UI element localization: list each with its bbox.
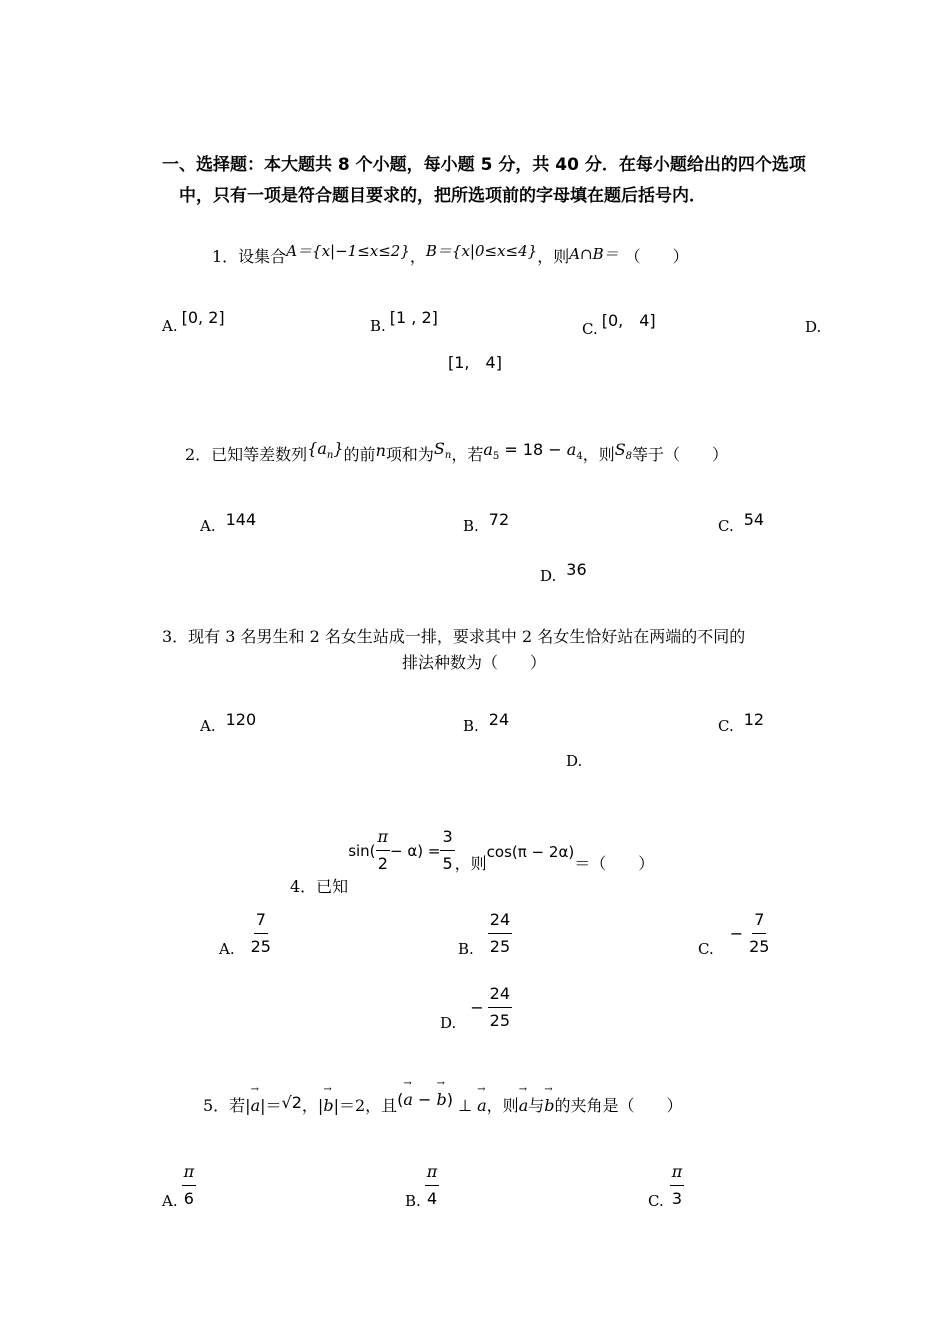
q1-comma: ， (409, 247, 426, 266)
q2-option-a-label: A. (200, 517, 216, 535)
q2-cond-b-sub: 4 (576, 451, 583, 462)
q2-seq-a: {a (307, 439, 327, 458)
q3-option-b (463, 710, 510, 735)
q1-option-a-value: [0, 2] (181, 308, 225, 327)
question-3-line1: 3．现有 3 名男生和 2 名女生站成一排，要求其中 2 名女生恰好站在两端的不同的 (162, 627, 746, 646)
q5-cond-vector-b: → b (437, 1090, 447, 1109)
q4-option-b-label: B. (458, 940, 474, 958)
q1-option-b-value: [1 , 2] (389, 308, 438, 327)
q4-text-2: ，则 (454, 854, 487, 873)
q1-option-d-value: [1, 4] (448, 353, 502, 372)
q5-option-c-num: π (670, 1161, 685, 1186)
q5-open-paren: ( (397, 1090, 404, 1109)
q5-sqrt2: √2 (281, 1093, 302, 1112)
q2-option-c (718, 510, 765, 535)
q5-condition (397, 1090, 453, 1109)
q3-option-b-label: B. (463, 717, 479, 735)
q4-option-a-num: 7 (254, 909, 268, 934)
q2-text-6: 等于（ ） (632, 445, 729, 464)
q1-option-c (582, 311, 656, 339)
q4-pi-num: π (376, 826, 391, 851)
q4-three-fifths (440, 826, 454, 875)
q2-text-3: 项和为 (385, 445, 434, 464)
q2-s8 (614, 440, 633, 462)
q2-text-5: ，则 (582, 445, 615, 464)
q5-option-b-num: π (425, 1161, 440, 1186)
q3-option-c-value: 12 (743, 710, 765, 729)
q5-option-c-fraction (670, 1161, 685, 1210)
q5-option-b-den: 4 (426, 1188, 438, 1208)
q2-option-b-value: 72 (488, 510, 510, 529)
q1-option-c-value: [0, 4] (601, 311, 656, 330)
q2-text-4: ，若 (451, 445, 484, 464)
q5-option-a-fraction (182, 1161, 197, 1210)
q5-text-6: 的夹角是（ ） (554, 1096, 683, 1115)
q1-expression: A∩B＝ (569, 245, 619, 263)
q5-text-3: ，| (301, 1096, 324, 1115)
q5-option-c-den: 3 (671, 1188, 683, 1208)
q4-option-d-den: 25 (489, 1010, 511, 1030)
q3-option-a-label: A. (200, 717, 216, 735)
q4-ratio-den: 5 (442, 854, 453, 873)
q2-s8-sub: 8 (625, 451, 633, 462)
q4-option-c-den: 25 (749, 936, 770, 956)
q4-sin: sin( (348, 841, 376, 860)
q2-option-b (463, 510, 510, 535)
q4-cos-expression: cos(π − 2α) (486, 842, 575, 861)
q1-option-d-label: D. (805, 318, 822, 336)
q1-option-c-label: C. (582, 320, 598, 338)
q1-option-b-label: B. (370, 317, 386, 335)
q4-option-d (440, 982, 512, 1032)
q5-cond-vector-a: → a (403, 1090, 413, 1109)
q4-pi-over-2 (376, 826, 391, 875)
question-3-line2: 排法种数为（ ） (402, 653, 547, 672)
q5-option-b-fraction (425, 1161, 440, 1210)
q5-text-4: |＝2，且 (333, 1096, 398, 1115)
q4-option-a-label: A. (219, 940, 235, 958)
q4-option-a (219, 908, 273, 958)
q3-option-a (200, 710, 257, 735)
q5-and: 与 (528, 1096, 545, 1115)
section-heading-line2: 中，只有一项是符合题目要求的，把所选项前的字母填在题后括号内． (179, 186, 706, 206)
q2-text-1: 2．已知等差数列 (185, 445, 308, 464)
q5-option-a-den: 6 (183, 1188, 194, 1208)
q5-vector-a: → a (251, 1096, 261, 1115)
q2-text-2: 的前 (343, 445, 376, 464)
q5-perpendicular: ⊥ (453, 1096, 478, 1115)
q4-option-c-fraction (747, 909, 771, 958)
q5-text-1: 5．若| (203, 1096, 251, 1115)
q5-option-b (405, 1160, 439, 1210)
q1-then: ，则 (537, 247, 570, 266)
q2-cond-a-sub: 5 (492, 451, 500, 462)
q1-answer-paren: （ ） (624, 247, 689, 266)
question-4-stem (290, 812, 654, 897)
q5-option-c (648, 1160, 684, 1210)
q2-sequence (307, 439, 344, 461)
q4-option-b-fraction (488, 909, 512, 958)
q4-option-b-den: 25 (489, 936, 511, 956)
q4-option-c-num: 7 (752, 909, 766, 934)
q2-option-d-value: 36 (566, 560, 587, 579)
q4-option-b-num: 24 (488, 909, 512, 934)
q1-option-a-label: A. (162, 317, 178, 335)
q5-option-c-label: C. (648, 1192, 664, 1210)
question-5-stem (203, 1090, 683, 1116)
q5-option-a-label: A. (162, 1192, 178, 1210)
q2-option-c-value: 54 (743, 510, 765, 529)
q2-option-a (200, 510, 257, 535)
q4-option-a-den: 25 (250, 936, 271, 956)
q2-cond-mid: = 18 − (499, 440, 567, 459)
q4-option-c (698, 908, 771, 958)
q4-option-d-sign: − (470, 997, 484, 1017)
q2-s: S (433, 439, 445, 458)
q3-option-c-label: C. (718, 717, 734, 735)
q5-perp-vector-a: → a (477, 1096, 487, 1115)
q5-option-a-num: π (182, 1161, 197, 1186)
q3-option-a-value: 120 (225, 710, 257, 729)
q1-set-a: A＝{x|−1≤x≤2} (286, 242, 410, 260)
q4-option-d-fraction (488, 983, 512, 1032)
q4-answer-paren: ＝（ ） (574, 854, 655, 873)
q4-option-b (458, 908, 512, 958)
q4-pi-den: 2 (377, 854, 388, 873)
question-1-stem (212, 244, 689, 267)
q5-option-a (162, 1160, 196, 1210)
q2-sum-sn (433, 439, 452, 461)
q4-sin-expression (348, 826, 454, 875)
q2-option-a-value: 144 (225, 510, 257, 529)
q1-option-a (162, 308, 225, 335)
q4-minus-alpha: − α) = (390, 841, 441, 860)
q4-ratio-num: 3 (440, 826, 454, 851)
q5-vector-b: → b (323, 1096, 333, 1115)
section-heading-line1: 一、选择题：本大题共 8 个小题，每小题 5 分，共 40 分．在每小题给出的四个选项 (162, 155, 806, 175)
q5-close-paren: ) (446, 1090, 454, 1109)
q2-cond-b: a (566, 440, 577, 459)
q4-option-a-fraction (249, 909, 273, 958)
q2-cond-a: a (483, 440, 493, 459)
q5-angle-vector-a: → a (519, 1096, 529, 1115)
q3-option-d-label: D. (566, 752, 583, 770)
q2-option-d-label: D. (540, 567, 557, 585)
q4-option-c-label: C. (698, 940, 714, 958)
q4-option-d-num: 24 (488, 983, 512, 1008)
q1-number-text: 1．设集合 (212, 247, 287, 266)
q2-s-sub: n (444, 450, 452, 461)
q1-option-b (370, 308, 438, 335)
q5-text-5: ，则 (486, 1096, 519, 1115)
q4-option-d-label: D. (440, 1014, 457, 1032)
q5-angle-vector-b: → b (544, 1096, 554, 1115)
q2-n: n (375, 441, 386, 460)
q5-minus: − (412, 1090, 437, 1109)
q2-condition (483, 440, 583, 462)
q5-text-2: |＝ (260, 1096, 282, 1115)
q2-s8-s: S (614, 440, 626, 459)
q2-option-c-label: C. (718, 517, 734, 535)
q2-seq-sub: n (326, 450, 334, 461)
q2-option-d (540, 560, 587, 585)
q3-option-c (718, 710, 765, 735)
q2-option-b-label: B. (463, 517, 479, 535)
q1-set-b: B＝{x|0≤x≤4} (425, 242, 538, 260)
q4-option-c-sign: − (729, 923, 744, 943)
q3-option-b-value: 24 (488, 710, 510, 729)
q2-seq-close: } (333, 439, 344, 458)
q5-option-b-label: B. (405, 1192, 421, 1210)
q4-text-1: 4．已知 (290, 877, 349, 896)
question-2-stem (185, 439, 729, 467)
